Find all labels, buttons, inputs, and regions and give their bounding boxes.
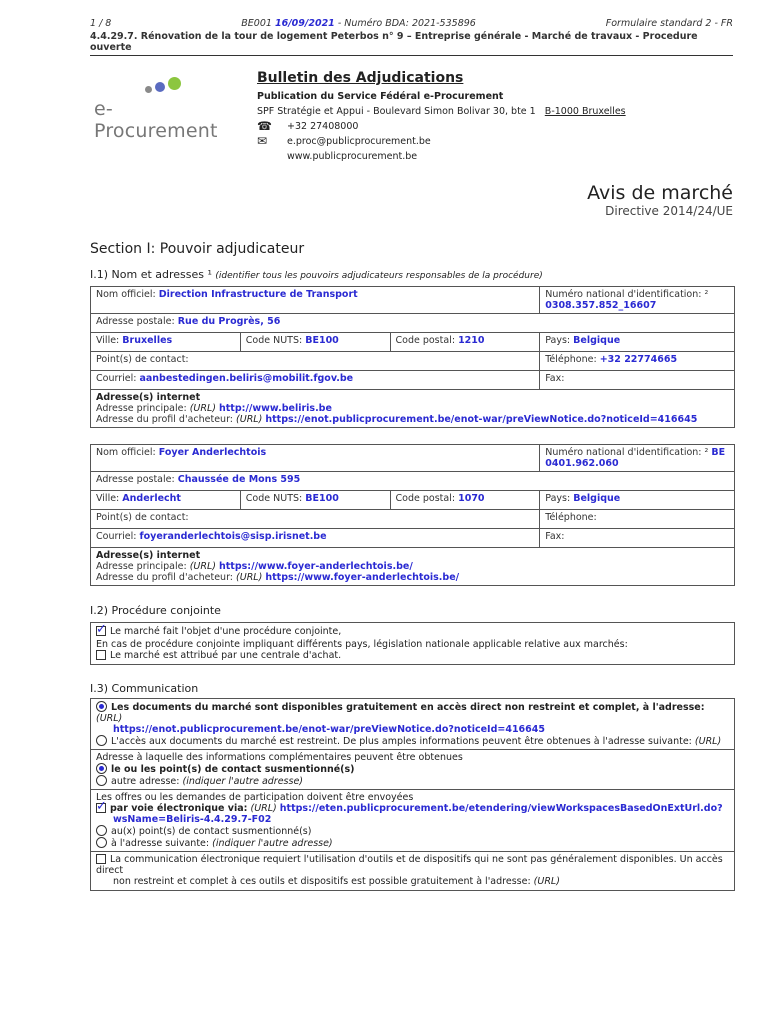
notice-title: 4.4.29.7. Rénovation de la tour de logement Peterbos n° 9 – Entreprise générale - Marché de travaux - Procedure ouverte bbox=[90, 31, 733, 56]
internet-addresses: Adresse(s) internet Adresse principale: (URL) http://www.beliris.be Adresse du profil d'acheteur: (URL) https://enot.publicprocurement.be/enot-war/preViewNotice.do?noticeId=416645 bbox=[91, 390, 735, 428]
email: Courriel: foyeranderlechtois@sisp.irisnet.be bbox=[91, 529, 540, 548]
bulletin-subtitle: Publication du Service Fédéral e-Procurement bbox=[257, 91, 504, 102]
postal-address: Adresse postale: Chaussée de Mons 595 bbox=[91, 472, 735, 491]
national-id: Numéro national d'identification: ² BE 0401.962.060 bbox=[540, 445, 735, 472]
info-other-radio[interactable] bbox=[96, 775, 107, 786]
internet-addresses: Adresse(s) internet Adresse principale: (URL) https://www.foyer-anderlechtois.be/ Adresse du profil d'acheteur: (URL) https://www.foyer-anderlechtois.be/ bbox=[91, 548, 735, 586]
city: Ville: Anderlecht bbox=[91, 491, 241, 510]
phone-icon: ☎ bbox=[257, 119, 272, 133]
docs-free-radio[interactable] bbox=[96, 701, 107, 712]
page-number: 1 / 8 bbox=[90, 18, 112, 29]
country: Pays: Belgique bbox=[540, 491, 735, 510]
logo-text: e-Procurement bbox=[94, 98, 218, 142]
contact-point: Point(s) de contact: bbox=[91, 352, 540, 371]
postal-code: Code postal: 1210 bbox=[390, 333, 540, 352]
telephone: Téléphone: bbox=[540, 510, 735, 529]
country: Pays: Belgique bbox=[540, 333, 735, 352]
joint-procedure-checkbox[interactable] bbox=[96, 626, 106, 636]
publisher-address: SPF Stratégie et Appui - Boulevard Simon Bolivar 30, bte 1 B-1000 Bruxelles bbox=[257, 105, 626, 117]
nuts-code: Code NUTS: BE100 bbox=[240, 333, 390, 352]
special-tools-checkbox[interactable] bbox=[96, 854, 106, 864]
central-purchasing-checkbox[interactable] bbox=[96, 650, 106, 660]
joint-procedure-note: En cas de procédure conjointe impliquant différents pays, législation nationale applicable relative aux marchés: bbox=[96, 639, 628, 650]
email-icon: ✉ bbox=[257, 134, 268, 149]
offers-contact-radio[interactable] bbox=[96, 825, 107, 836]
docs-url-link[interactable]: https://enot.publicprocurement.be/enot-war/preViewNotice.do?noticeId=416645 bbox=[113, 724, 545, 735]
national-id: Numéro national d'identification: ² 0308.357.852_16607 bbox=[540, 287, 735, 314]
authority-table-2 bbox=[90, 444, 735, 586]
form-type: Formulaire standard 2 - FR bbox=[605, 18, 733, 29]
postal-address: Adresse postale: Rue du Progrès, 56 bbox=[91, 314, 735, 333]
central-purchasing-label: Le marché est attribué par une centrale d'achat. bbox=[110, 650, 342, 661]
official-name: Foyer Anderlechtois bbox=[158, 447, 267, 458]
official-name-row: Nom officiel: Direction Infrastructure de Transport bbox=[91, 287, 540, 314]
email: Courriel: aanbestedingen.beliris@mobilit.fgov.be bbox=[91, 371, 540, 390]
offers-url-link[interactable]: https://eten.publicprocurement.be/etendering/viewWorkspacesBasedOnExtUrl.do? bbox=[279, 803, 723, 814]
nuts-code: Code NUTS: BE100 bbox=[240, 491, 390, 510]
i2-title: I.2) Procédure conjointe bbox=[90, 604, 221, 617]
bulletin-title: Bulletin des Adjudications bbox=[257, 70, 464, 86]
e-procurement-logo bbox=[94, 78, 224, 142]
fax: Fax: bbox=[540, 371, 735, 390]
offers-electronic-checkbox[interactable] bbox=[96, 803, 106, 813]
communication-panel: Les documents du marché sont disponibles gratuitement en accès direct non restreint et complet, à l'adresse: (URL) https://enot.publicprocurement.be/enot-war/preViewNotice.do?noticeId=416645 L'accès aux documents du marché est restreint. De plus amples informations peuvent être obtenues à l'adresse suivante: (URL) Adresse à laquelle des informations complémentaires peuvent être obtenues le ou les point(s) de contact susmentionné(s) autre adresse: (indiquer l'autre adresse) Les offres ou les demandes de participation doivent être envoyées ✓par voie électronique via: (URL) https://eten.publicprocurement.be/etendering/viewWorkspacesBasedOnExtUrl.do? wsName=Beliris-4.4.29.7-F02 au(x) point(s) de contact susmentionné(s) à l'adresse suivante: (indiquer l'autre adresse) La communication électronique requiert l'utilisation d'outils et de dispositifs qui ne sont pas généralement disponibles. Un accès direct non restreint et complet à ces outils et dispositifs est possible gratuitement à l'adresse: (URL) bbox=[90, 698, 735, 891]
i1-title: I.1) Nom et adresses ¹ (identifier tous les pouvoirs adjudicateurs responsables de la procédure) bbox=[90, 268, 543, 281]
authority-table-1 bbox=[90, 286, 735, 428]
joint-procedure-label: Le marché fait l'objet d'une procédure conjointe, bbox=[110, 626, 342, 637]
buyer-profile-link[interactable]: https://enot.publicprocurement.be/enot-war/preViewNotice.do?noticeId=416645 bbox=[265, 414, 698, 425]
publisher-phone: +32 27408000 bbox=[287, 120, 359, 132]
official-name-row: Nom officiel: Foyer Anderlechtois bbox=[91, 445, 540, 472]
publisher-website[interactable]: www.publicprocurement.be bbox=[287, 150, 418, 162]
notice-date: 16/09/2021 bbox=[274, 18, 335, 29]
contact-point: Point(s) de contact: bbox=[91, 510, 540, 529]
postal-code: Code postal: 1070 bbox=[390, 491, 540, 510]
info-address-title: Adresse à laquelle des informations complémentaires peuvent être obtenues bbox=[96, 752, 463, 763]
offers-title: Les offres ou les demandes de participation doivent être envoyées bbox=[96, 792, 414, 803]
telephone: Téléphone: +32 22774665 bbox=[540, 352, 735, 371]
main-url-link[interactable]: https://www.foyer-anderlechtois.be/ bbox=[219, 561, 413, 572]
notice-type-title: Avis de marché bbox=[587, 182, 733, 204]
official-name: Direction Infrastructure de Transport bbox=[158, 289, 358, 300]
joint-procedure-panel bbox=[90, 622, 735, 665]
fax: Fax: bbox=[540, 529, 735, 548]
notice-reference: BE001 16/09/2021 - Numéro BDA: 2021-535896 bbox=[241, 18, 476, 29]
info-contact-radio[interactable] bbox=[96, 763, 107, 774]
page-header bbox=[90, 18, 733, 56]
i3-title: I.3) Communication bbox=[90, 682, 199, 695]
section-title: Section I: Pouvoir adjudicateur bbox=[90, 241, 305, 257]
docs-restricted-radio[interactable] bbox=[96, 735, 107, 746]
city: Ville: Bruxelles bbox=[91, 333, 241, 352]
main-url-link[interactable]: http://www.beliris.be bbox=[219, 403, 332, 414]
directive: Directive 2014/24/UE bbox=[605, 204, 733, 218]
publisher-email[interactable]: e.proc@publicprocurement.be bbox=[287, 136, 431, 147]
buyer-profile-link[interactable]: https://www.foyer-anderlechtois.be/ bbox=[265, 572, 460, 583]
publisher-info bbox=[257, 70, 626, 164]
notice-type bbox=[587, 182, 733, 218]
offers-address-radio[interactable] bbox=[96, 837, 107, 848]
